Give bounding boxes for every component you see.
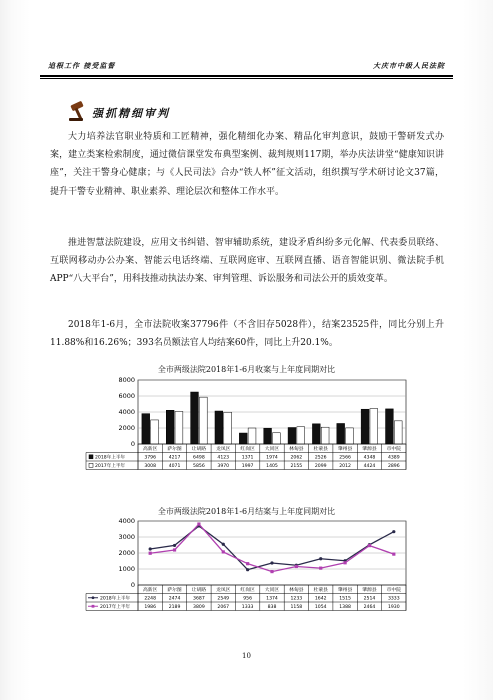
- y-tick-label: 2000: [118, 549, 135, 557]
- data-table-value: 4348: [363, 455, 376, 461]
- data-table-value: 3796: [144, 455, 157, 461]
- data-table-value: 4123: [217, 455, 230, 461]
- bar-2018: [288, 428, 296, 444]
- y-tick-label: 1000: [118, 565, 135, 573]
- x-category-label: 高新区: [142, 588, 158, 594]
- data-table-value: 3809: [193, 605, 205, 611]
- legend-label: 2017年上半年: [100, 605, 131, 611]
- data-table-value: 1405: [266, 464, 278, 470]
- bar-2018: [312, 424, 320, 444]
- x-category-label: 龙凤区: [216, 588, 231, 594]
- x-category-label: 杜蒙县: [313, 588, 328, 594]
- data-table-value: 1054: [314, 605, 327, 611]
- bar-2017: [199, 397, 207, 444]
- data-point-2017: [246, 562, 249, 565]
- bar-2017: [248, 428, 256, 444]
- data-table-value: 1986: [144, 605, 157, 611]
- bar-2018: [166, 410, 174, 444]
- legend-label: 2017年上半年: [95, 464, 126, 470]
- header-rule-thin: [40, 78, 453, 79]
- data-table-value: 838: [267, 605, 277, 611]
- y-tick-label: 6000: [118, 392, 135, 400]
- data-table-value: 956: [243, 596, 253, 602]
- data-table-value: 1333: [241, 605, 254, 611]
- data-table-value: 1374: [266, 596, 278, 602]
- bar-2018: [361, 409, 369, 444]
- x-category-label: 萨尔图: [167, 588, 182, 594]
- data-point-2017: [173, 548, 176, 551]
- data-table-value: 2155: [290, 464, 303, 470]
- legend-label: 2018年上半年: [100, 596, 131, 602]
- data-table-value: 2189: [168, 605, 181, 611]
- data-table-value: 2464: [363, 605, 376, 611]
- x-category-label: 萨尔图: [167, 447, 182, 453]
- data-point-2018: [246, 568, 249, 571]
- bar-2017: [321, 427, 329, 444]
- data-table-value: 4424: [363, 464, 376, 470]
- y-tick-label: 2000: [118, 424, 135, 432]
- bar-2017: [370, 409, 378, 444]
- bar-2018: [142, 414, 150, 444]
- data-table-value: 3970: [217, 464, 230, 470]
- x-category-label: 大同区: [264, 447, 280, 453]
- data-point-2017: [197, 522, 200, 525]
- data-table-value: 2896: [387, 464, 400, 470]
- x-category-label: 市中院: [386, 588, 402, 594]
- bar-2017: [346, 428, 354, 444]
- gavel-icon: [68, 100, 90, 122]
- data-table-value: 2549: [217, 596, 230, 602]
- data-table-value: 1515: [339, 596, 351, 602]
- y-tick-label: 0: [130, 581, 135, 589]
- bar-2018: [191, 392, 199, 444]
- data-table-value: 2566: [339, 455, 351, 461]
- legend-marker: [92, 596, 95, 599]
- bar-2017: [224, 412, 232, 444]
- y-tick-label: 3000: [118, 533, 135, 541]
- data-table-value: 2248: [144, 596, 157, 602]
- header-rule: [40, 75, 453, 77]
- data-table-value: 1158: [290, 605, 303, 611]
- bar-2017: [297, 427, 305, 444]
- data-table-value: 3333: [387, 596, 400, 602]
- paragraph-3: 2018年1-6月，全市法院收案37796件（不含旧存5028件），结案23525件，同比分别上升11.88%和16.26%；393名员额法官人均结案60件，同比上升20.1%。: [50, 320, 444, 349]
- x-category-label: 让胡路: [191, 447, 207, 453]
- x-category-label: 肇州县: [337, 447, 353, 453]
- data-table-value: 6498: [193, 455, 205, 461]
- x-category-label: 林甸县: [289, 588, 304, 594]
- data-table-value: 2526: [314, 455, 327, 461]
- data-table-value: 1997: [241, 464, 254, 470]
- bar-chart-cases-received: [86, 376, 416, 498]
- data-point-2018: [149, 547, 152, 550]
- header-right-text: 大庆市中级人民法院: [373, 61, 445, 70]
- data-table-value: 4071: [168, 464, 181, 470]
- x-category-label: 高新区: [142, 447, 158, 453]
- bar-2017: [175, 411, 183, 444]
- data-point-2017: [343, 561, 346, 564]
- data-table-value: 2067: [217, 605, 230, 611]
- x-category-label: 林甸县: [289, 447, 304, 453]
- bar-2018: [215, 411, 223, 444]
- x-category-label: 肇州县: [337, 588, 353, 594]
- data-table-value: 1388: [339, 605, 351, 611]
- data-table-value: 1233: [290, 596, 303, 602]
- y-tick-label: 0: [130, 440, 135, 448]
- data-table-value: 4217: [168, 455, 181, 461]
- x-category-label: 红岗区: [240, 447, 255, 453]
- bar-2017: [394, 421, 402, 444]
- bar-2018: [264, 428, 272, 444]
- legend-marker: [92, 605, 95, 608]
- header-left-text: 追根工作 接受监督: [48, 61, 116, 70]
- x-category-label: 红岗区: [240, 588, 255, 594]
- data-table-value: 1642: [314, 596, 327, 602]
- y-tick-label: 8000: [118, 376, 135, 384]
- data-table-value: 3687: [193, 596, 205, 602]
- data-point-2018: [173, 544, 176, 547]
- data-point-2018: [270, 561, 273, 564]
- data-table-value: 2012: [339, 464, 351, 470]
- legend-label: 2018年上半年: [95, 455, 126, 461]
- chart-1-title: 全市两级法院2018年1-6月收案与上年度同期对比: [157, 365, 336, 374]
- x-category-label: 龙凤区: [216, 447, 231, 453]
- data-point-2018: [319, 557, 322, 560]
- bar-2018: [337, 423, 345, 444]
- legend-key: [89, 463, 93, 467]
- data-table-value: 5856: [193, 464, 205, 470]
- data-table-value: 2099: [314, 464, 327, 470]
- x-category-label: 市中院: [386, 447, 402, 453]
- data-table-value: 4389: [387, 455, 400, 461]
- x-category-label: 肇源县: [362, 447, 377, 453]
- bar-2018: [386, 409, 394, 444]
- data-point-2017: [368, 544, 371, 547]
- bar-2017: [151, 420, 159, 444]
- data-table-value: 1930: [387, 605, 400, 611]
- section-title: 强抓精细审判: [92, 107, 170, 120]
- data-table-value: 2514: [363, 596, 376, 602]
- data-point-2018: [222, 543, 225, 546]
- data-point-2017: [270, 570, 273, 573]
- data-point-2017: [319, 567, 322, 570]
- data-table-value: 1371: [241, 455, 254, 461]
- bar-2018: [239, 433, 247, 444]
- data-table-value: 2062: [290, 455, 303, 461]
- x-category-label: 让胡路: [191, 588, 207, 594]
- data-table-value: 3008: [144, 464, 157, 470]
- bar-2017: [273, 433, 281, 444]
- x-category-label: 大同区: [264, 588, 280, 594]
- x-category-label: 肇源县: [362, 588, 377, 594]
- y-tick-label: 4000: [118, 408, 135, 416]
- x-category-label: 杜蒙县: [313, 447, 328, 453]
- data-point-2018: [392, 530, 395, 533]
- chart-2-title: 全市两级法院2018年1-6月结案与上年度同期对比: [157, 507, 336, 516]
- data-point-2017: [149, 552, 152, 555]
- paragraph-2: 推进智慧法院建设，应用文书纠错、智审辅助系统，建设矛盾纠纷多元化解、代表委员联络、互联网移动办公办案、智能云电话终端、互联网庭审、互联网直播、语音智能识别、微法院手机APP“八大平台”，用科技推动执法办案、审判管理、诉讼服务和司法公开的质效变革。: [50, 238, 444, 285]
- legend-key: [89, 455, 93, 459]
- page-number: 10: [242, 652, 251, 660]
- line-chart-cases-closed: [86, 517, 416, 639]
- data-table-value: 2474: [168, 596, 181, 602]
- data-point-2017: [222, 550, 225, 553]
- data-point-2017: [392, 553, 395, 556]
- data-table-value: 1974: [266, 455, 278, 461]
- page-header: [40, 56, 453, 74]
- paragraph-1: 大力培养法官职业特质和工匠精神，强化精细化办案、精品化审判意识，鼓励干警研发式办案，建立类案检索制度，通过微信课堂发布典型案例、裁判规则117期，举办庆法讲堂“健康知识讲座”，关注干警身心健康；与《人民司法》合办“铁人杯”征文活动，组织撰写学术研讨论文37篇，提升干警专业精神、职业素养、理论层次和整体工作水平。: [50, 132, 444, 197]
- data-point-2017: [295, 565, 298, 568]
- y-tick-label: 4000: [118, 517, 135, 525]
